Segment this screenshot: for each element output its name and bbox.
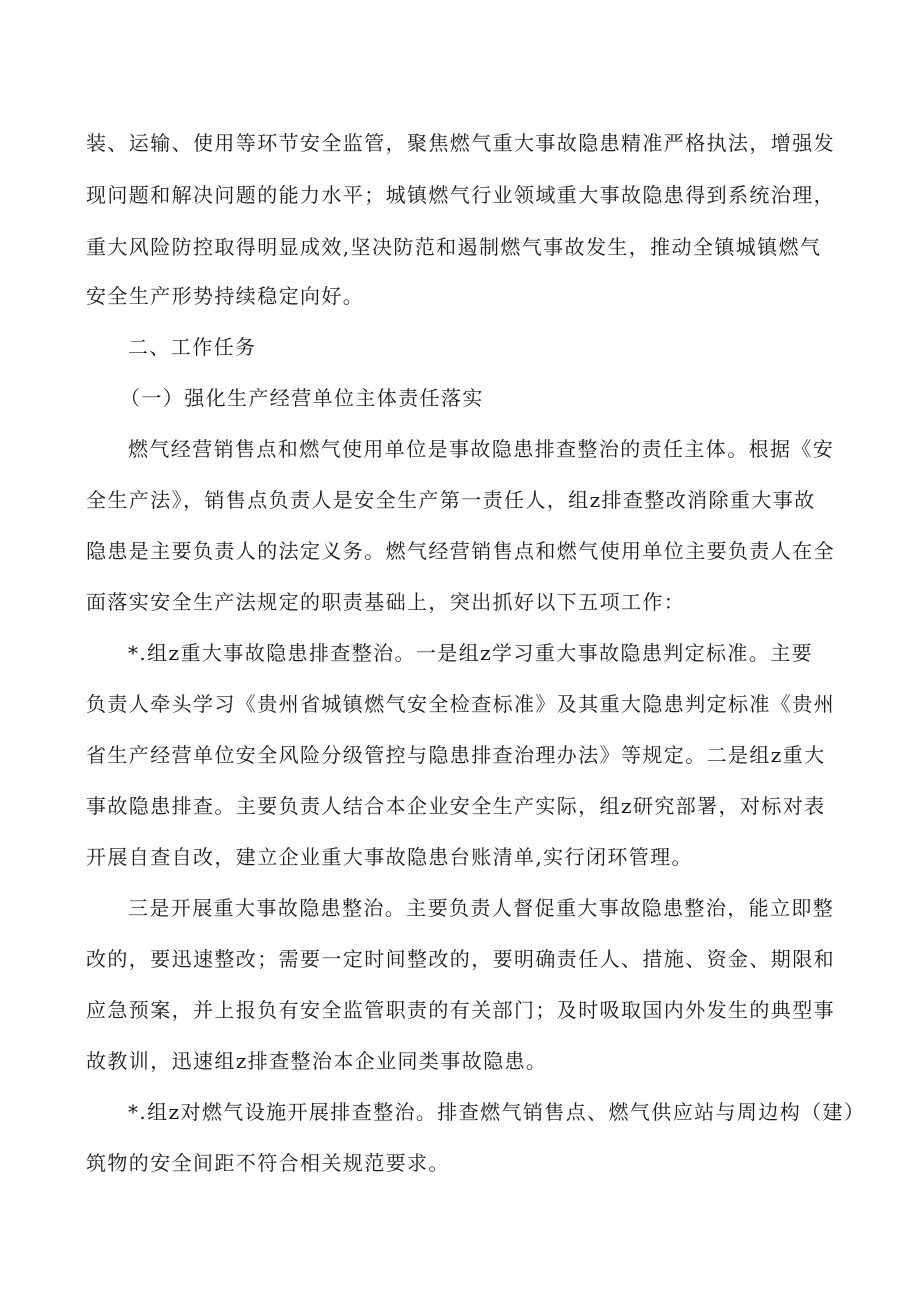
paragraph-line: 三是开展重大事故隐患整治。主要负责人督促重大事故隐患整治，能立即整: [128, 896, 835, 920]
paragraph-line: 现问题和解决问题的能力水平；城镇燃气行业领域重大事故隐患得到系统治理，: [86, 183, 835, 207]
paragraph-line: *.组z对燃气设施开展排查整治。排查燃气销售点、燃气供应站与周边构（建）: [128, 1100, 866, 1124]
paragraph-line: 省生产经营单位安全风险分级管控与隐患排查治理办法》等规定。二是组z重大: [86, 743, 826, 767]
paragraph-line: 筑物的安全间距不符合相关规范要求。: [86, 1151, 450, 1175]
paragraph-line: 故教训，迅速组z排查整治本企业同类事故隐患。: [86, 1049, 548, 1073]
paragraph-line: *.组z重大事故隐患排查整治。一是组z学习重大事故隐患判定标准。主要: [128, 641, 814, 665]
paragraph-line: 开展自查自改，建立企业重大事故隐患台账清单,实行闭环管理。: [86, 845, 693, 869]
subsection-heading: （一）强化生产经营单位主体责任落实: [120, 386, 484, 410]
paragraph-line: 应急预案，并上报负有安全监管职责的有关部门；及时吸取国内外发生的典型事: [86, 998, 835, 1022]
paragraph-line: 改的，要迅速整改；需要一定时间整改的，要明确责任人、措施、资金、期限和: [86, 947, 835, 971]
paragraph-line: 事故隐患排查。主要负责人结合本企业安全生产实际，组z研究部署，对标对表: [86, 794, 826, 818]
paragraph-line: 隐患是主要负责人的法定义务。燃气经营销售点和燃气使用单位主要负责人在全: [86, 539, 835, 563]
paragraph-line: 燃气经营销售点和燃气使用单位是事故隐患排查整治的责任主体。根据《安: [128, 437, 835, 461]
paragraph-line: 负责人牵头学习《贵州省城镇燃气安全检查标准》及其重大隐患判定标准《贵州: [86, 692, 835, 716]
paragraph-line: 装、运输、使用等环节安全监管，聚焦燃气重大事故隐患精准严格执法，增强发: [86, 131, 835, 155]
paragraph-line: 安全生产形势持续稳定向好。: [86, 284, 365, 308]
section-heading: 二、工作任务: [128, 335, 257, 359]
paragraph-line: 重大风险防控取得明显成效,坚决防范和遏制燃气事故发生，推动全镇城镇燃气: [86, 235, 822, 259]
paragraph-line: 面落实安全生产法规定的职责基础上，突出抓好以下五项工作：: [86, 590, 686, 614]
paragraph-line: 全生产法》，销售点负责人是安全生产第一责任人，组z排查整改消除重大事故: [86, 488, 816, 512]
